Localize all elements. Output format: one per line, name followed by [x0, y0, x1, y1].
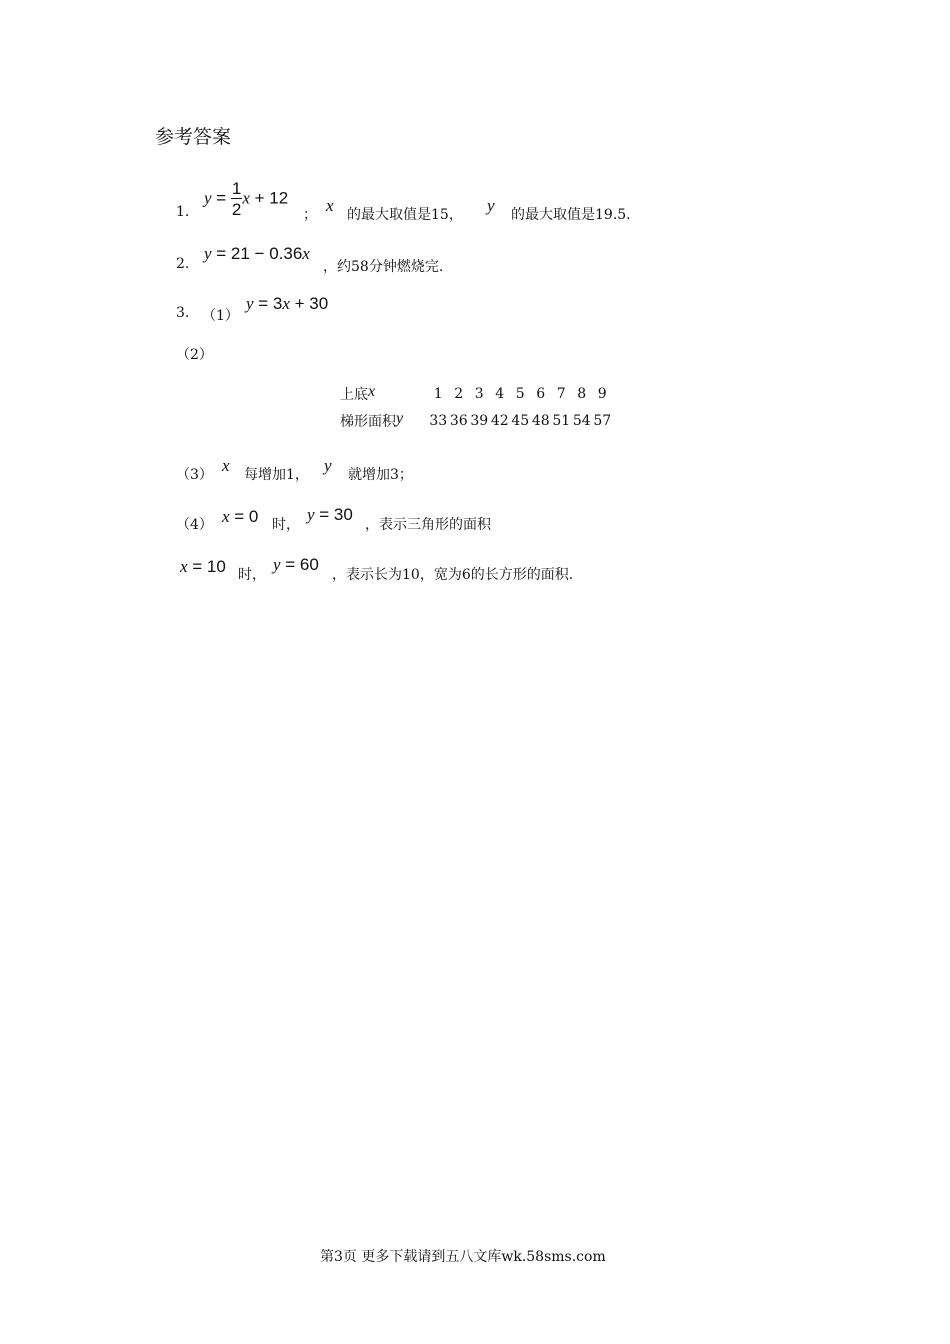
q3-part2-label: （2） [176, 347, 213, 363]
table-cell: 51 [552, 412, 571, 429]
q3-part4-text2: ，表示三角形的面积 [365, 517, 491, 533]
q3-part5-equation-y: y = 60 [273, 555, 319, 574]
table-cell: 48 [531, 412, 550, 429]
q1-var-x: x [326, 196, 334, 215]
q3-part3-label: （3） [176, 467, 213, 483]
table-cell: 45 [511, 412, 530, 429]
table-cell: 39 [470, 412, 489, 429]
q2-equation: y = 21 − 0.36x [204, 244, 310, 263]
q3-part4-equation-y: y = 30 [307, 505, 353, 524]
q3-part5-text2: ，表示长为10，宽为6的长方形的面积. [332, 567, 574, 583]
q3-part5-equation-x: x = 10 [180, 557, 226, 576]
q2-number: 2. [176, 256, 190, 272]
table-cell: 6 [536, 385, 546, 402]
table-cell: 8 [577, 385, 587, 402]
table-row-upper-base [340, 380, 613, 407]
q1-text2: 的最大取值是19.5. [511, 207, 631, 223]
q3-part4-label: （4） [176, 517, 213, 533]
table-row-label: 上底x [340, 382, 376, 403]
q3-part3-var-x: x [222, 456, 230, 475]
table-cell: 42 [490, 412, 509, 429]
table-cell: 9 [597, 385, 607, 402]
table-cell: 5 [515, 385, 525, 402]
table-cell: 57 [593, 412, 612, 429]
q3-part1-equation: y = 3x + 30 [246, 294, 329, 313]
q3-part5-text1: 时， [238, 567, 266, 583]
q3-part3-var-y: y [324, 456, 332, 475]
q1-var-y: y [487, 196, 495, 215]
q1-equation: y = $\frac{1}{2}$ x + 12 [204, 179, 289, 219]
table-cell: 1 [433, 385, 443, 402]
q3-part4-equation-x: x = 0 [222, 507, 259, 526]
page-title: 参考答案 [155, 126, 232, 148]
table-row-label: 梯形面积y [340, 409, 404, 430]
q3-part3-text2: 就增加3； [348, 467, 413, 483]
q3-part4-text1: 时， [272, 517, 300, 533]
table-cell: 36 [449, 412, 468, 429]
table-cell: 2 [454, 385, 464, 402]
area-table [340, 380, 613, 434]
q3-part1-label: （1） [202, 308, 239, 324]
q1-separator: ； [303, 207, 317, 223]
table-cell: 54 [572, 412, 591, 429]
q1-text1: 的最大取值是15， [347, 207, 463, 223]
table-cell: 3 [474, 385, 484, 402]
q3-number: 3. [176, 305, 190, 321]
q3-part3-text1: 每增加1， [244, 467, 309, 483]
table-row-trapezoid-area [340, 407, 613, 434]
table-cell: 33 [429, 412, 448, 429]
table-cell: 7 [556, 385, 566, 402]
q1-number: 1. [176, 204, 190, 220]
q2-text: ，约58分钟燃烧完. [323, 259, 444, 275]
page-footer: 第3页 更多下载请到五八文库wk.58sms.com [320, 1249, 606, 1265]
table-cell: 4 [495, 385, 505, 402]
